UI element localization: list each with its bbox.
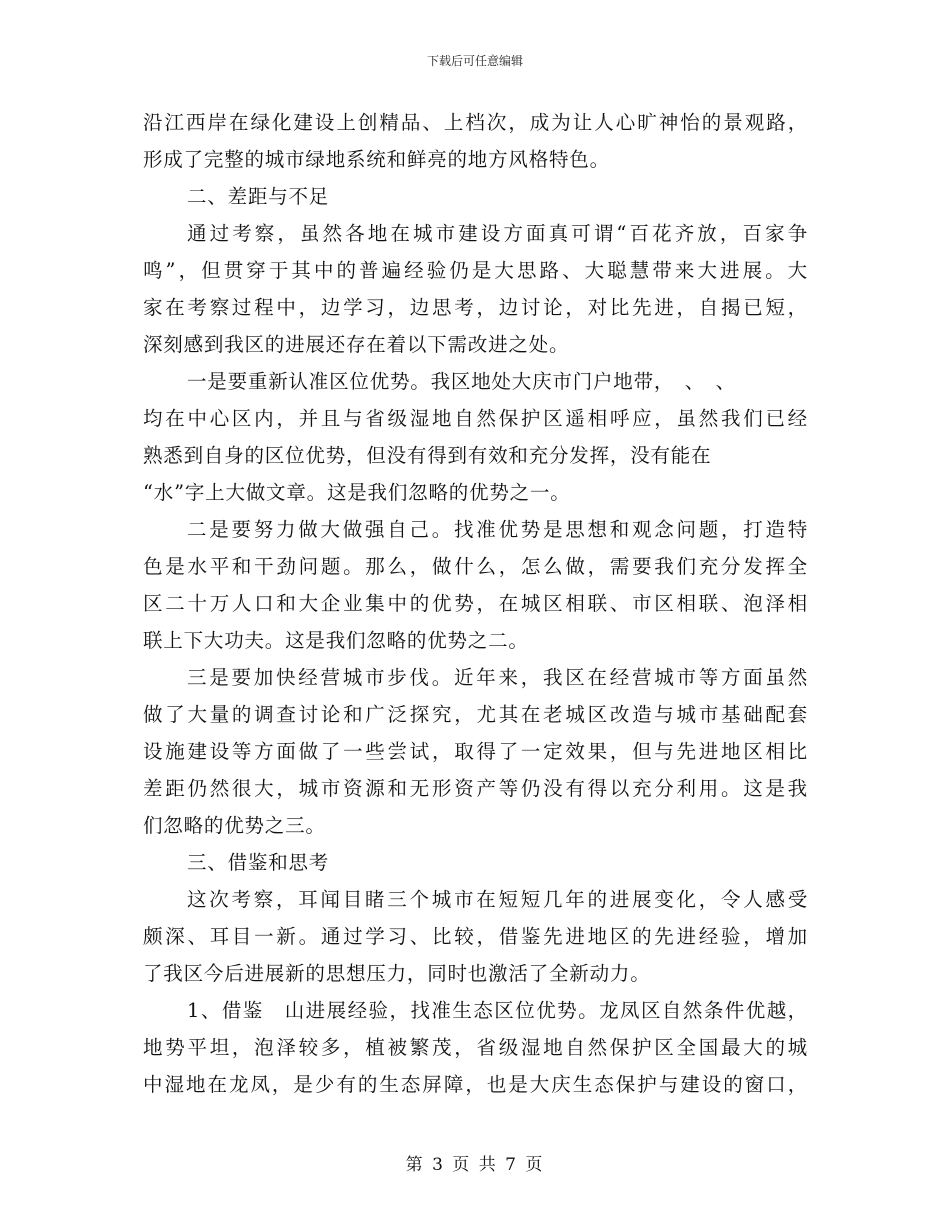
text-line: 这次考察，耳闻目睹三个城市在短短几年的进展变化，令人感受 bbox=[187, 888, 808, 911]
text-line: 一是要重新认准区位优势。我区地处大庆市门户地带， 、 、 bbox=[187, 370, 736, 393]
text-line: 三是要加快经营城市步伐。近年来，我区在经营城市等方面虽然 bbox=[187, 666, 808, 689]
page-number: 第 3 页 共 7 页 bbox=[405, 1155, 545, 1175]
text-line: 三、借鉴和思考 bbox=[187, 851, 330, 874]
text-line: 家在考察过程中，边学习，边思考，边讨论，对比先进，自揭已短， bbox=[143, 296, 808, 319]
text-line: 1、借鉴 山进展经验，找准生态区位优势。龙凤区自然条件优越， bbox=[187, 999, 808, 1022]
text-line: 均在中心区内，并且与省级湿地自然保护区遥相呼应，虽然我们已经 bbox=[143, 407, 808, 430]
text-line: 鸣”，但贯穿于其中的普遍经验仍是大思路、大聪慧带来大进展。大 bbox=[143, 259, 808, 282]
text-line: 通过考察，虽然各地在城市建设方面真可谓“百花齐放，百家争 bbox=[187, 222, 808, 245]
text-line: 做了大量的调查讨论和广泛探究，尤其在老城区改造与城市基础配套 bbox=[143, 703, 808, 726]
text-line: 地势平坦，泡泽较多，植被繁茂，省级湿地自然保护区全国最大的城 bbox=[143, 1036, 808, 1059]
text-line: 们忽略的优势之三。 bbox=[143, 814, 326, 837]
text-line: 联上下大功夫。这是我们忽略的优势之二。 bbox=[143, 629, 529, 652]
page-header: 下载后可任意编辑 bbox=[426, 54, 523, 68]
text-line: 深刻感到我区的进展还存在着以下需改进之处。 bbox=[143, 333, 570, 356]
text-line: 二是要努力做大做强自己。找准优势是思想和观念问题，打造特 bbox=[187, 518, 808, 541]
text-line: 差距仍然很大，城市资源和无形资产等仍没有得以充分利用。这是我 bbox=[143, 777, 808, 800]
text-line: 二、差距与不足 bbox=[187, 185, 330, 208]
text-line: 设施建设等方面做了一些尝试，取得了一定效果，但与先进地区相比 bbox=[143, 740, 808, 763]
text-line: 色是水平和干劲问题。那么，做什么，怎么做，需要我们充分发挥全 bbox=[143, 555, 808, 578]
text-line: 了我区今后进展新的思想压力，同时也激活了全新动力。 bbox=[143, 962, 651, 985]
document-body bbox=[143, 104, 808, 1103]
text-line: “水”字上大做文章。这是我们忽略的优势之一。 bbox=[143, 481, 571, 504]
text-line: 区二十万人口和大企业集中的优势，在城区相联、市区相联、泡泽相 bbox=[143, 592, 808, 615]
text-line: 形成了完整的城市绿地系统和鲜亮的地方风格特色。 bbox=[143, 148, 610, 171]
text-line: 沿江西岸在绿化建设上创精品、上档次，成为让人心旷神怡的景观路， bbox=[143, 111, 808, 134]
text-line: 颇深、耳目一新。通过学习、比较，借鉴先进地区的先进经验，增加 bbox=[143, 925, 808, 948]
text-line: 熟悉到自身的区位优势，但没有得到有效和充分发挥，没有能在 bbox=[143, 444, 712, 467]
text-line: 中湿地在龙凤，是少有的生态屏障，也是大庆生态保护与建设的窗口， bbox=[143, 1073, 808, 1096]
